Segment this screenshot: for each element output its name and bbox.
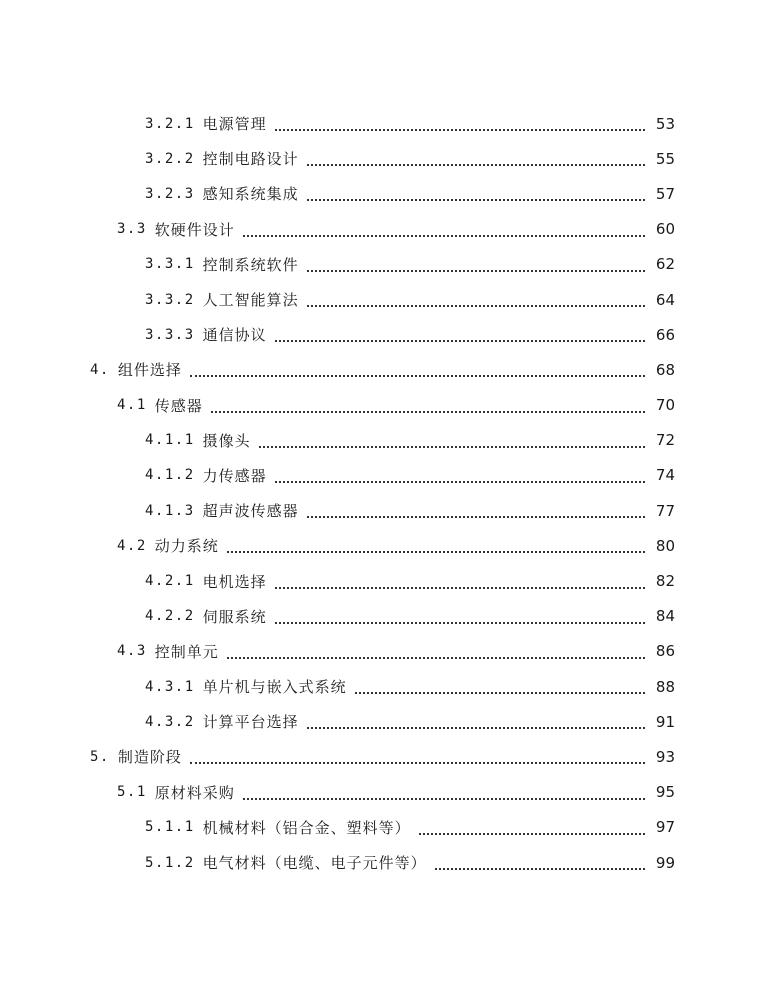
toc-section-title: 电源管理 bbox=[202, 115, 267, 134]
dot-leader bbox=[307, 304, 645, 307]
toc-page-number: 64 bbox=[655, 290, 675, 309]
toc-section-title: 超声波传感器 bbox=[202, 502, 299, 521]
toc-section-title: 力传感器 bbox=[202, 466, 267, 485]
toc-page-number: 53 bbox=[655, 114, 675, 133]
toc-entry[interactable] bbox=[0, 317, 765, 352]
dot-leader bbox=[275, 586, 645, 589]
dot-leader bbox=[307, 163, 645, 166]
toc-section-title: 计算平台选择 bbox=[202, 713, 299, 732]
toc-section-title: 控制单元 bbox=[154, 642, 219, 661]
toc-page-number: 66 bbox=[655, 325, 675, 344]
toc-entry[interactable] bbox=[0, 176, 765, 211]
dot-leader bbox=[275, 621, 645, 624]
dot-leader bbox=[190, 761, 645, 764]
toc-section-number: 4. bbox=[90, 361, 110, 378]
toc-entry[interactable] bbox=[0, 493, 765, 528]
toc-page-number: 84 bbox=[655, 607, 675, 626]
toc-page-number: 97 bbox=[655, 818, 675, 837]
toc-page-number: 88 bbox=[655, 677, 675, 696]
toc-page-number: 68 bbox=[655, 360, 675, 379]
toc-section-number: 3.2.3 bbox=[145, 185, 195, 202]
toc-entry[interactable] bbox=[0, 141, 765, 176]
dot-leader bbox=[419, 832, 645, 835]
toc-section-number: 4.1.3 bbox=[145, 502, 195, 519]
toc-section-number: 4.1.2 bbox=[145, 467, 195, 484]
toc-section-title: 控制电路设计 bbox=[202, 150, 299, 169]
dot-leader bbox=[211, 410, 645, 413]
toc-section-number: 4.1 bbox=[117, 397, 147, 414]
toc-page-number: 80 bbox=[655, 536, 675, 555]
dot-leader bbox=[243, 234, 645, 237]
toc-section-number: 4.2 bbox=[117, 537, 147, 554]
dot-leader bbox=[227, 550, 645, 553]
toc-entry[interactable] bbox=[0, 282, 765, 317]
toc-section-number: 5. bbox=[90, 748, 110, 765]
toc-section-number: 5.1.2 bbox=[145, 854, 195, 871]
toc-entry[interactable] bbox=[0, 458, 765, 493]
dot-leader bbox=[227, 656, 645, 659]
toc-section-number: 4.3 bbox=[117, 643, 147, 660]
toc-section-title: 机械材料（铝合金、塑料等） bbox=[202, 818, 411, 837]
dot-leader bbox=[307, 515, 645, 518]
toc-entry[interactable] bbox=[0, 704, 765, 739]
toc-page-number: 82 bbox=[655, 572, 675, 591]
toc-page-number: 70 bbox=[655, 396, 675, 415]
toc-section-title: 单片机与嵌入式系统 bbox=[202, 678, 347, 697]
toc-section-number: 3.3.1 bbox=[145, 256, 195, 273]
dot-leader bbox=[190, 374, 645, 377]
toc-section-title: 通信协议 bbox=[202, 326, 267, 345]
toc-section-title: 电机选择 bbox=[202, 572, 267, 591]
toc-section-title: 动力系统 bbox=[154, 537, 219, 556]
toc-entry[interactable] bbox=[0, 106, 765, 141]
toc-page-number: 95 bbox=[655, 783, 675, 802]
toc-section-title: 电气材料（电缆、电子元件等） bbox=[202, 854, 427, 873]
table-of-contents bbox=[0, 106, 765, 880]
toc-page-number: 72 bbox=[655, 431, 675, 450]
toc-section-title: 摄像头 bbox=[202, 431, 251, 450]
toc-section-number: 3.2.1 bbox=[145, 115, 195, 132]
dot-leader bbox=[275, 128, 645, 131]
toc-entry[interactable] bbox=[0, 247, 765, 282]
toc-entry[interactable] bbox=[0, 810, 765, 845]
toc-page-number: 60 bbox=[655, 220, 675, 239]
toc-entry[interactable] bbox=[0, 212, 765, 247]
toc-entry[interactable] bbox=[0, 528, 765, 563]
toc-entry[interactable] bbox=[0, 423, 765, 458]
toc-entry[interactable] bbox=[0, 388, 765, 423]
toc-page-number: 93 bbox=[655, 747, 675, 766]
toc-section-number: 5.1.1 bbox=[145, 819, 195, 836]
dot-leader bbox=[259, 445, 645, 448]
toc-entry[interactable] bbox=[0, 599, 765, 634]
dot-leader bbox=[275, 339, 645, 342]
toc-section-number: 4.3.1 bbox=[145, 678, 195, 695]
toc-section-number: 4.2.2 bbox=[145, 608, 195, 625]
toc-section-title: 传感器 bbox=[154, 396, 203, 415]
toc-entry[interactable] bbox=[0, 352, 765, 387]
dot-leader bbox=[275, 480, 645, 483]
toc-section-number: 3.3.2 bbox=[145, 291, 195, 308]
toc-entry[interactable] bbox=[0, 563, 765, 598]
dot-leader bbox=[243, 797, 645, 800]
dot-leader bbox=[307, 726, 645, 729]
dot-leader bbox=[355, 691, 645, 694]
toc-page-number: 74 bbox=[655, 466, 675, 485]
toc-section-title: 感知系统集成 bbox=[202, 185, 299, 204]
toc-entry[interactable] bbox=[0, 634, 765, 669]
toc-section-number: 4.3.2 bbox=[145, 713, 195, 730]
dot-leader bbox=[307, 269, 645, 272]
toc-entry[interactable] bbox=[0, 739, 765, 774]
toc-page-number: 86 bbox=[655, 642, 675, 661]
toc-page-number: 62 bbox=[655, 255, 675, 274]
dot-leader bbox=[307, 198, 645, 201]
toc-entry[interactable] bbox=[0, 775, 765, 810]
toc-section-title: 人工智能算法 bbox=[202, 291, 299, 310]
toc-section-number: 3.2.2 bbox=[145, 150, 195, 167]
toc-section-title: 组件选择 bbox=[117, 361, 182, 380]
toc-page-number: 55 bbox=[655, 149, 675, 168]
toc-section-title: 制造阶段 bbox=[117, 748, 182, 767]
toc-page-number: 99 bbox=[655, 853, 675, 872]
toc-section-title: 软硬件设计 bbox=[154, 220, 235, 239]
dot-leader bbox=[435, 867, 645, 870]
toc-section-number: 3.3.3 bbox=[145, 326, 195, 343]
toc-page-number: 91 bbox=[655, 712, 675, 731]
toc-page-number: 77 bbox=[655, 501, 675, 520]
toc-entry[interactable] bbox=[0, 669, 765, 704]
toc-section-title: 控制系统软件 bbox=[202, 255, 299, 274]
toc-section-number: 4.2.1 bbox=[145, 573, 195, 590]
toc-entry[interactable] bbox=[0, 845, 765, 880]
toc-section-number: 5.1 bbox=[117, 784, 147, 801]
toc-page-number: 57 bbox=[655, 184, 675, 203]
toc-section-number: 4.1.1 bbox=[145, 432, 195, 449]
toc-section-title: 原材料采购 bbox=[154, 783, 235, 802]
toc-section-number: 3.3 bbox=[117, 221, 147, 238]
toc-section-title: 伺服系统 bbox=[202, 607, 267, 626]
